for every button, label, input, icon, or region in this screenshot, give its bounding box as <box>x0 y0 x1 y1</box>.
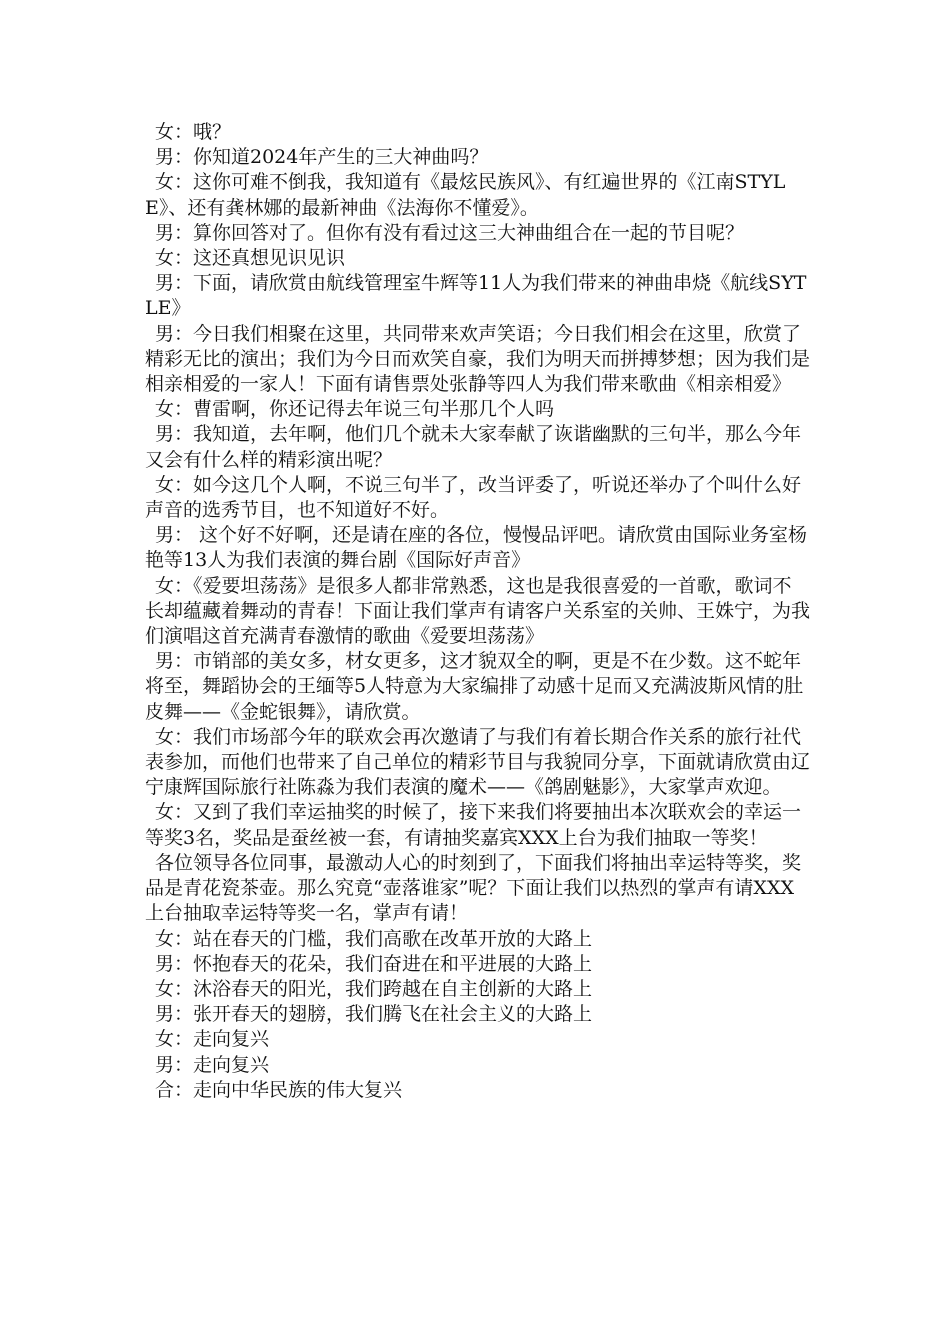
paragraph-12: 女：《爱要坦荡荡》是很多人都非常熟悉，这也是我很喜爱的一首歌，歌词不长却蕴藏着舞动的青春！下面让我们掌声有请客户关系室的关帅、王姝宁，为我们演唱这首充满青春激情的歌曲《爱要坦荡荡》 <box>145 574 811 648</box>
paragraph-5: 女：这还真想见识见识 <box>155 247 346 270</box>
paragraph-2: 男：你知道2024年产生的三大神曲吗？ <box>155 146 489 169</box>
paragraph-6: 男：下面，请欣赏由航线管理室牛辉等11人为我们带来的神曲串烧《航线SYTLE》 <box>145 272 807 320</box>
document-body <box>145 120 810 1103</box>
paragraph-8: 女：曹雷啊，你还记得去年说三句半那几个人吗 <box>155 398 555 421</box>
paragraph-10: 女：如今这几个人啊，不说三句半了，改当评委了，听说还举办了个叫什么好声音的选秀节目，也不知道好不好。 <box>145 473 802 522</box>
paragraph-22: 男：走向复兴 <box>155 1053 270 1076</box>
paragraph-7: 男：今日我们相聚在这里，共同带来欢声笑语；今日我们相会在这里，欣赏了精彩无比的演出；我们为今日而欢笑自豪，我们为明天而拼搏梦想；因为我们是相亲相爱的一家人！下面有请售票处张静等四人为我们带来歌曲《相亲相爱》 <box>145 322 811 396</box>
paragraph-14: 女：我们市场部今年的联欢会再次邀请了与我们有着长期合作关系的旅行社代表参加，而他们也带来了自己单位的精彩节目与我貌同分享，下面就请欣赏由辽宁康辉国际旅行社陈淼为我们表演的魔术——《鸽剧魅影》，大家掌声欢迎。 <box>145 725 811 799</box>
paragraph-23: 合：走向中华民族的伟大复兴 <box>155 1078 403 1101</box>
paragraph-19: 女：沐浴春天的阳光，我们跨越在自主创新的大路上 <box>155 977 593 1000</box>
paragraph-1: 女：哦？ <box>155 121 232 143</box>
paragraph-13: 男：市销部的美女多，材女更多，这才貌双全的啊，更是不在少数。这不蛇年将至，舞蹈协会的王缅等5人特意为大家编排了动感十足而又充满波斯风情的肚皮舞——《金蛇银舞》，请欣赏。 <box>145 650 804 723</box>
paragraph-21: 女：走向复兴 <box>155 1028 270 1051</box>
paragraph-4: 男：算你回答对了。但你有没有看过这三大神曲组合在一起的节目呢？ <box>155 221 745 244</box>
paragraph-18: 男：怀抱春天的花朵，我们奋进在和平进展的大路上 <box>155 952 593 975</box>
paragraph-17: 女：站在春天的门槛，我们高歌在改革开放的大路上 <box>155 927 593 950</box>
paragraph-3: 女：这你可难不倒我，我知道有《最炫民族风》、有红遍世界的《江南STYLE》、还有龚林娜的最新神曲《法海你不懂爱》。 <box>145 171 786 219</box>
paragraph-9: 男：我知道，去年啊，他们几个就未大家奉献了诙谐幽默的三句半，那么今年又会有什么样的精彩演出呢？ <box>145 423 802 471</box>
paragraph-16: 各位领导各位同事，最激动人心的时刻到了，下面我们将抽出幸运特等奖，奖品是青花瓷茶壶。那么究竟“壶落谁家”呢？下面让我们以热烈的掌声有请XXX上台抽取幸运特等奖一名，掌声有请！ <box>145 851 802 925</box>
paragraph-11: 男： 这个好不好啊，还是请在座的各位，慢慢品评吧。请欣赏由国际业务室杨艳等13人为我们表演的舞台剧《国际好声音》 <box>145 524 808 572</box>
paragraph-20: 男：张开春天的翅膀，我们腾飞在社会主义的大路上 <box>155 1003 593 1026</box>
paragraph-15: 女：又到了我们幸运抽奖的时候了，接下来我们将要抽出本次联欢会的幸运一等奖3名，奖品是蚕丝被一套，有请抽奖嘉宾XXX上台为我们抽取一等奖！ <box>145 801 802 849</box>
